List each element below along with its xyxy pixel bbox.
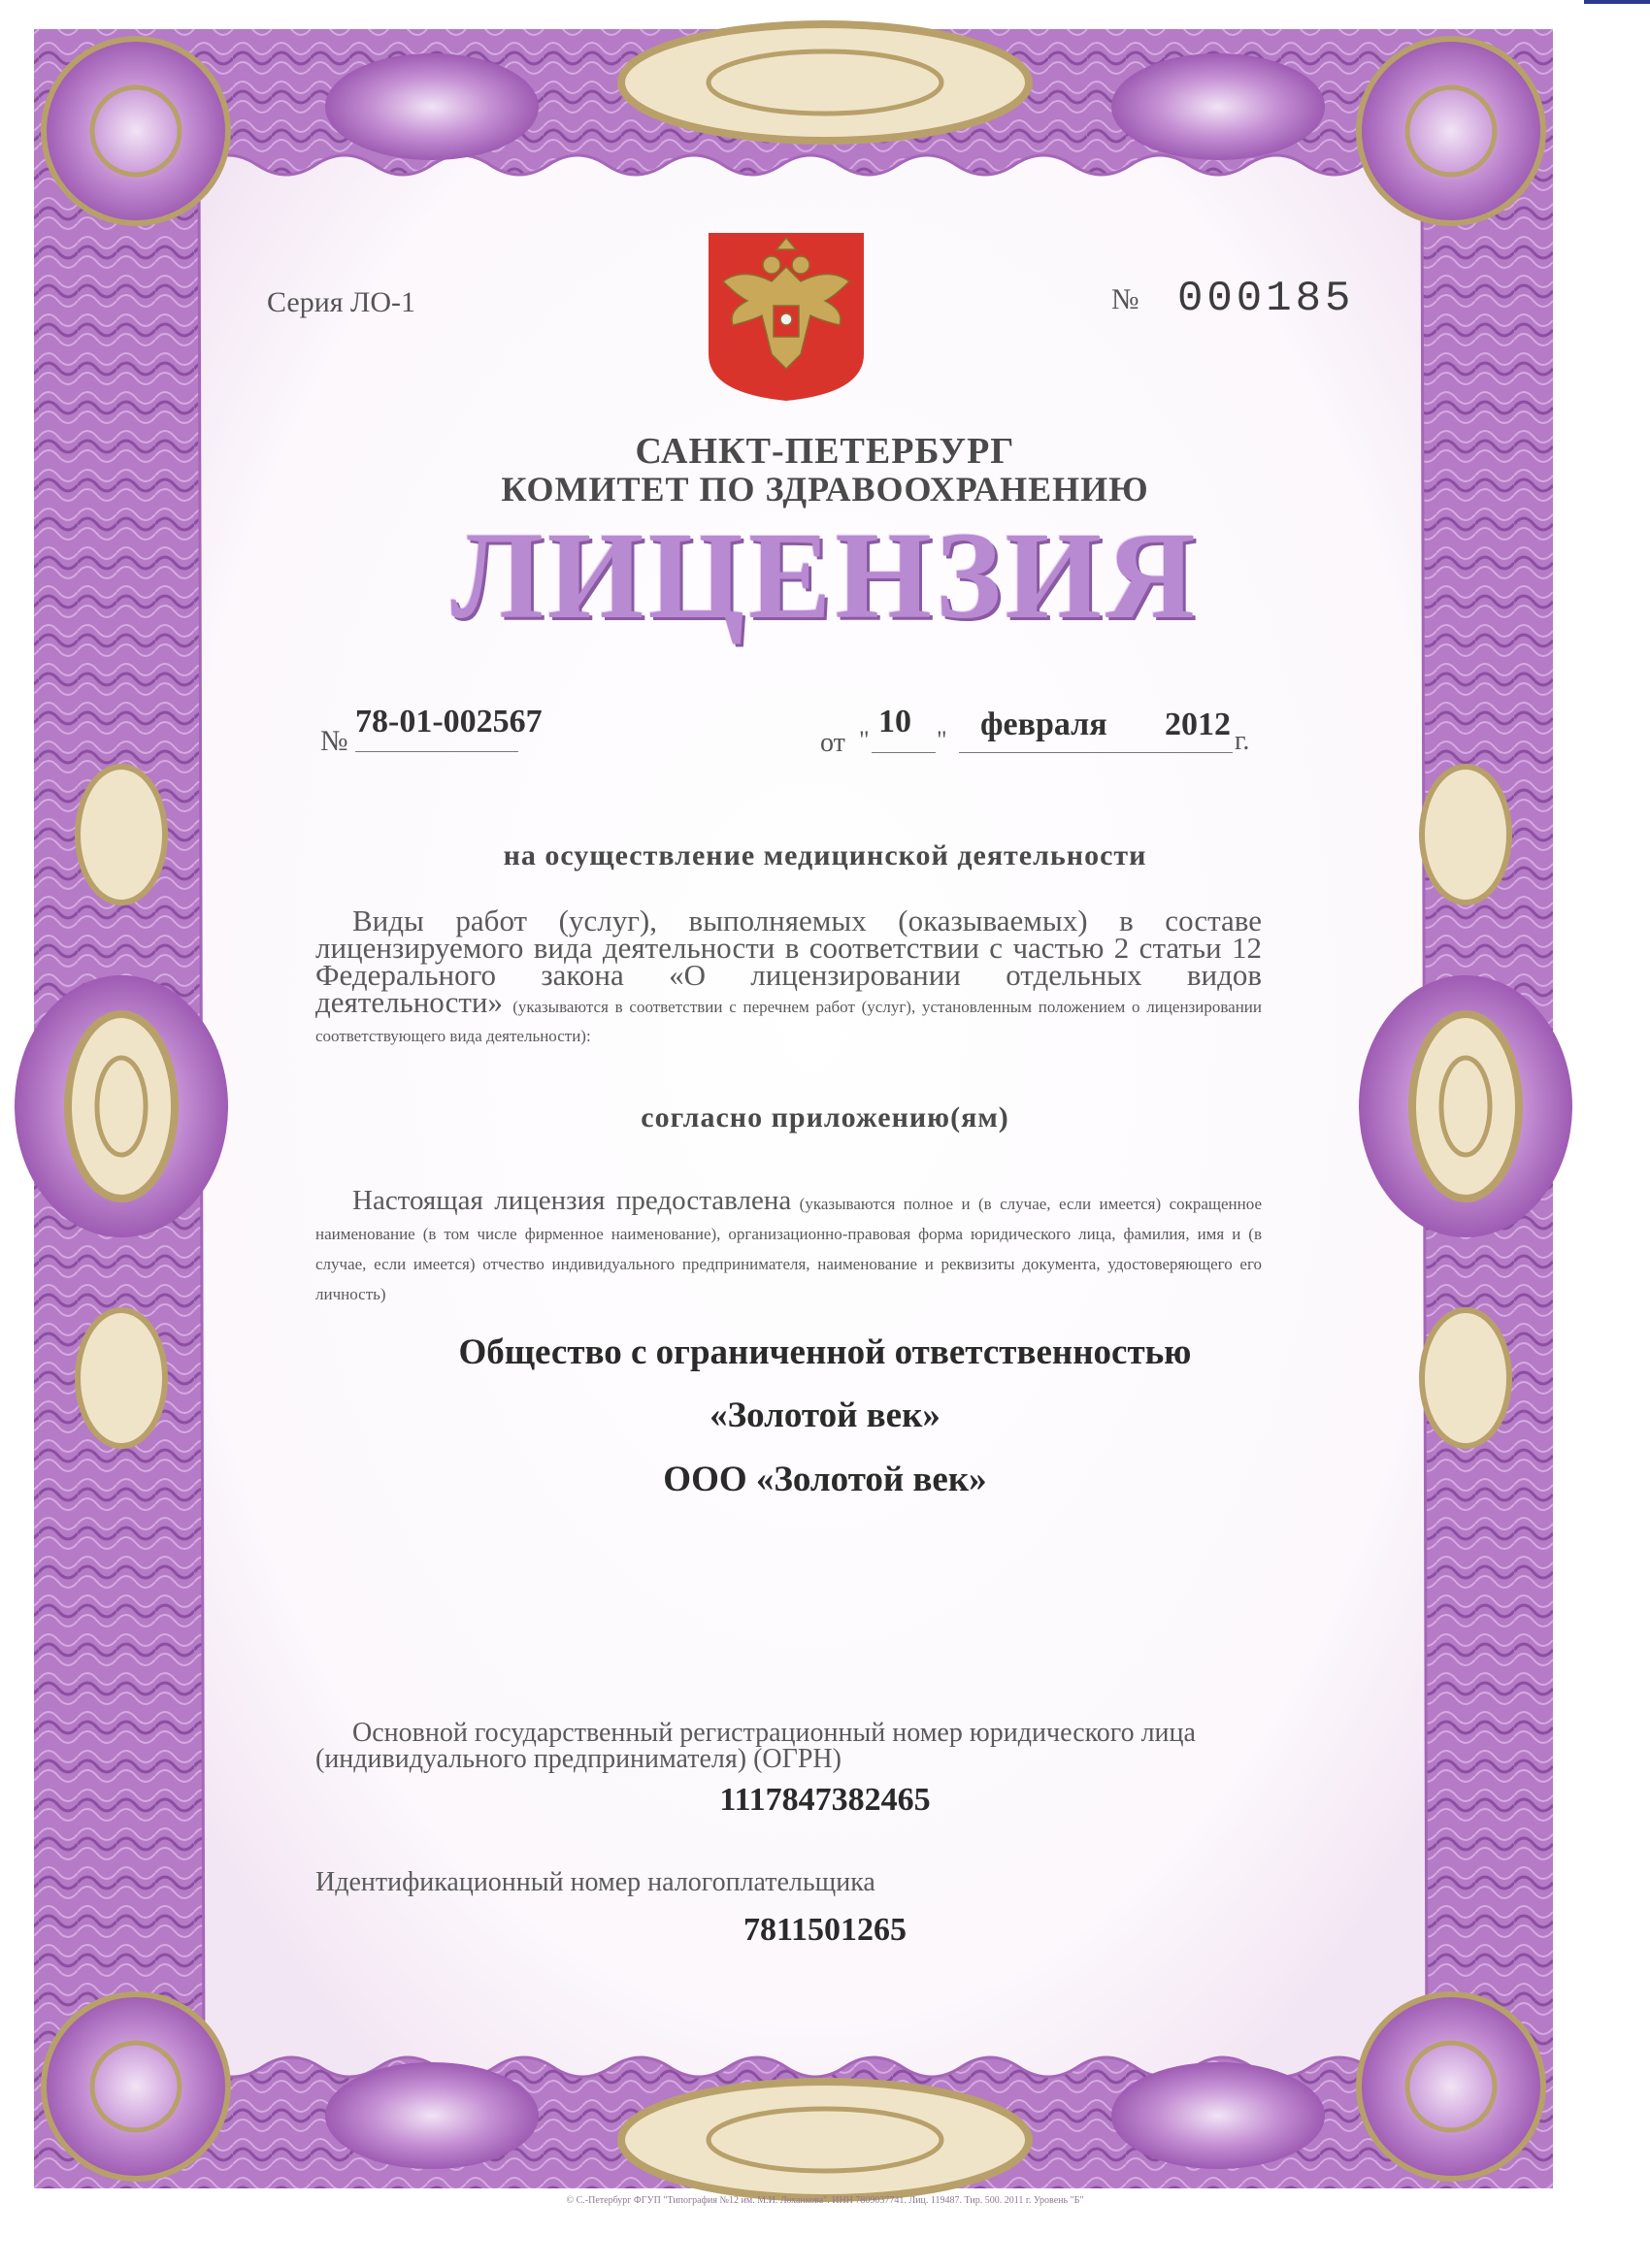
granted-paragraph xyxy=(315,1186,1262,1309)
types-paragraph xyxy=(315,904,1263,1047)
license-day: 10 xyxy=(878,704,911,740)
annex-reference: согласно приложению(ям) xyxy=(641,1101,1009,1134)
document-title: ЛИЦЕНЗИЯ xyxy=(450,507,1200,644)
form-number: 000185 xyxy=(1177,275,1355,323)
granted-lead: Настоящая лицензия предоставлена xyxy=(352,1185,792,1216)
ogrn-value: 1117847382465 xyxy=(719,1782,931,1818)
granted-note: (указываются полное и (в случае, если имеется) сокращенное наименование (в том числе фирменное наименование), организационно-правовая форма юридического лица, фамилия, имя и (в случае, если имеется) отчество индивидуального предпринимателя, наименование и реквизиты документа, удостоверяющего его личность) xyxy=(315,1195,1263,1303)
license-number-sign: № xyxy=(320,725,348,757)
license-number: 78-01-002567 xyxy=(355,704,543,740)
series-label: Серия ЛО-1 xyxy=(267,286,416,318)
quote-close: " xyxy=(937,726,947,754)
organization-full-name-line2: «Золотой век» xyxy=(710,1396,940,1435)
city-title: САНКТ-ПЕТЕРБУРГ xyxy=(635,431,1015,472)
quote-open: " xyxy=(859,726,870,754)
license-year: 2012 xyxy=(1165,707,1231,742)
types-note: (указываются в соответствии с перечнем работ (услуг), установленным положением о лицензировании соответствующего вида деятельности): xyxy=(315,998,1263,1045)
committee-title: КОМИТЕТ ПО ЗДРАВООХРАНЕНИЮ xyxy=(501,470,1149,509)
ogrn-label xyxy=(315,1720,1262,1772)
license-purpose: на осуществление медицинской деятельности xyxy=(503,839,1147,871)
organization-full-name-line1: Общество с ограниченной ответственностью xyxy=(458,1332,1192,1372)
ogrn-label-line1: Основной государственный регистрационный номер юридического лица xyxy=(352,1718,1196,1748)
inn-label: Идентификационный номер налогоплательщика xyxy=(315,1867,875,1897)
day-underline xyxy=(872,752,936,753)
ogrn-label-line2: (индивидуального предпринимателя) (ОГРН) xyxy=(315,1744,842,1774)
coat-of-arms-icon xyxy=(704,228,869,403)
date-from-label: от xyxy=(820,728,845,758)
license-number-underline xyxy=(355,751,518,752)
types-text: Виды работ (услуг), выполняемых (оказываемых) в составе лицензируемого вида деятельности в соответствии с частью 2 статьи 12 Федерального закона «О лицензировании отдельных видов деятельности» xyxy=(315,904,1262,1019)
printer-footer: © С.-Петербург ФГУП "Типография №12 им. М.И. Лоханкова". ИНН 7809037741. Лиц. 119487. Тир. 500. 2011 г. Уровень "Б" xyxy=(566,2195,1084,2206)
inn-value: 7811501265 xyxy=(742,1912,908,1948)
year-suffix: г. xyxy=(1235,726,1250,756)
organization-short-name: ООО «Золотой век» xyxy=(663,1460,987,1499)
number-sign: № xyxy=(1111,283,1139,315)
license-month: февраля xyxy=(980,707,1107,742)
scan-corner-mark xyxy=(1584,0,1650,4)
date-underline xyxy=(959,752,1233,753)
